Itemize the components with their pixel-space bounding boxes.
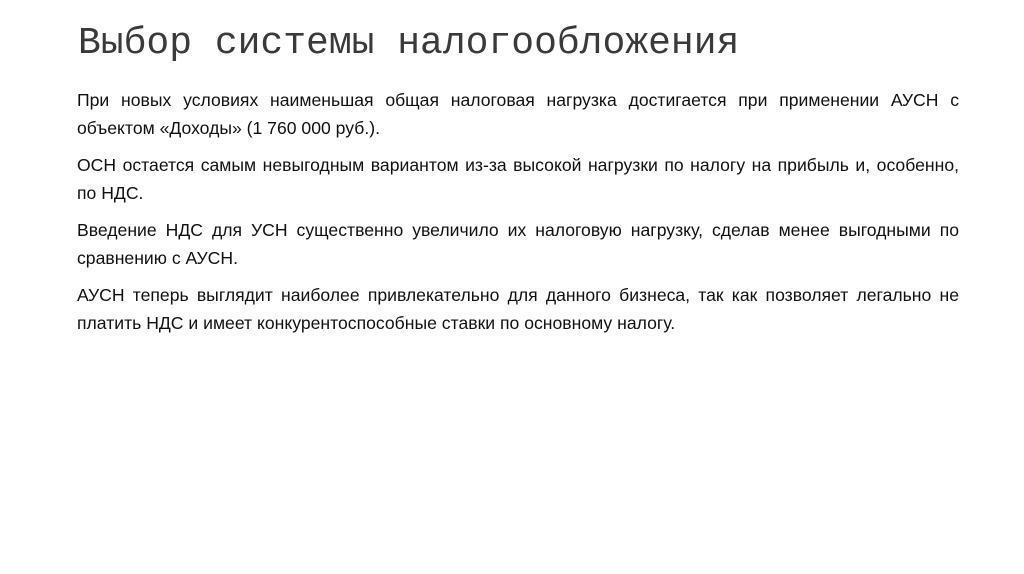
- paragraph-osn-least-favorable: ОСН остается самым невыгодным вариантом из-за высокой нагрузки по налогу на прибыль и, особенно, по НДС.: [77, 155, 959, 203]
- paragraph-ausn-lowest-burden: При новых условиях наименьшая общая налоговая нагрузка достигается при применении АУСН с объектом «Доходы» (1 760 000 руб.).: [77, 90, 959, 138]
- paragraph-usn-vat-impact: Введение НДС для УСН существенно увеличило их налоговую нагрузку, сделав менее выгодными по сравнению с АУСН.: [77, 220, 959, 268]
- slide-body: [77, 86, 959, 346]
- paragraph-ausn-most-attractive: АУСН теперь выглядит наиболее привлекательно для данного бизнеса, так как позволяет легально не платить НДС и имеет конкурентоспособные ставки по основному налогу.: [77, 285, 959, 333]
- slide-title: Выбор системы налогообложения: [78, 22, 740, 65]
